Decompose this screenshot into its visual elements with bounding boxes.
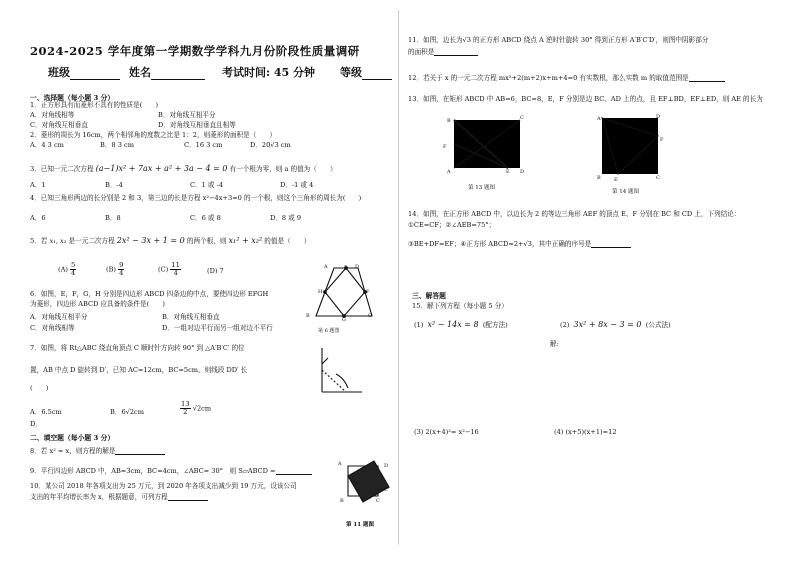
q3-equation: (a−1)x² + 7ax + a² + 3a − 4 = 0 bbox=[95, 164, 228, 173]
question-11-line2 bbox=[408, 47, 478, 56]
q3-option-b[interactable]: B．-4 bbox=[105, 181, 123, 189]
q7-option-a[interactable]: A．6.5cm bbox=[30, 408, 62, 416]
fig6-label-g: G bbox=[342, 317, 346, 323]
q6-option-a[interactable]: A．对角线互相平分 bbox=[30, 313, 88, 321]
q3-option-c[interactable]: C．1 或 -4 bbox=[190, 181, 224, 189]
question-15: 15．解下列方程（每小题 5 分） bbox=[412, 302, 508, 310]
fig14-caption: 第 14 题图 bbox=[612, 189, 639, 195]
q15-1-method: (配方法) bbox=[482, 321, 508, 329]
fig13-label-a: A bbox=[447, 169, 451, 175]
question-7-line2: 置，AB 中点 D 旋转到 D′，已知 AC=12cm，BC=5cm，则线段 DD′ 长 bbox=[30, 366, 248, 374]
fig6-label-f: F bbox=[366, 289, 370, 295]
fig13-label-e: E bbox=[506, 169, 510, 175]
class-label: 班级 bbox=[48, 66, 70, 79]
section-answer-heading: 三、解答题 bbox=[412, 292, 446, 300]
question-14-line2: ①CE=CF；②∠AEB=75°； bbox=[408, 221, 496, 229]
fig6-label-d: D bbox=[355, 264, 360, 270]
question-1: 1．正方形具有而菱形不具有的性质是( ) bbox=[30, 101, 159, 109]
q5-vars: x₁, x₂ bbox=[49, 237, 67, 245]
fig13-label-b: B bbox=[447, 118, 451, 124]
question-13: 13．如图，在矩形 ABCD 中 AB=6，BC=8，E，F 分别是边 BC、AD 上的点，且 EF⊥BD，EF⊥ED，则 AE 的长为 bbox=[408, 95, 763, 103]
question-10-line1: 10．某公司 2018 年各项支出为 25 万元，到 2020 年各项支出减少到 19 万元，设该公司 bbox=[30, 482, 297, 490]
fig6-label-c: C bbox=[368, 313, 372, 319]
fig6-label-h: H bbox=[318, 289, 323, 295]
q5a-label: (A) bbox=[58, 265, 68, 274]
solution-label: 解: bbox=[550, 340, 559, 348]
fig6-label-a: A bbox=[324, 264, 328, 270]
q3-option-a[interactable]: A．1 bbox=[30, 181, 46, 189]
fig13-label-f: F bbox=[443, 144, 447, 150]
q1-option-c[interactable]: C．对角线互相垂直 bbox=[30, 121, 88, 129]
figure-7-rotation bbox=[310, 344, 370, 400]
q5-option-c[interactable] bbox=[158, 262, 181, 277]
name-field[interactable] bbox=[129, 64, 205, 80]
q2-option-b[interactable]: B．8 3 cm bbox=[100, 141, 134, 149]
question-7-line1: 7．如图，将 Rt△ABC 绕直角顶点 C 顺时针方向转 90° 到 △A′B′C′ 的位 bbox=[30, 344, 245, 352]
q15-part4: (4) (x+5)(x+1)=12 bbox=[554, 428, 617, 436]
q15-2-label: (2) bbox=[560, 321, 570, 329]
q4-option-a[interactable]: A．6 bbox=[30, 214, 46, 222]
q5b-fraction: $\frac{9}{4}$ bbox=[119, 261, 124, 277]
column-divider bbox=[398, 10, 399, 545]
q4-option-b[interactable]: B．8 bbox=[105, 214, 121, 222]
question-6-line1: 6．如图，E，F，G，H 分别是四边形 ABCD 四条边的中点，要使四边形 EFGH bbox=[30, 290, 269, 298]
q15-2-equation: 3x² + 8x − 3 = 0 bbox=[573, 320, 642, 329]
fig11-caption: 第 11 题图 bbox=[346, 522, 374, 528]
q2-option-a[interactable]: A．4 3 cm bbox=[30, 141, 64, 149]
q10-answer-blank[interactable] bbox=[168, 492, 208, 501]
q8-text: 8．若 x² = x，则方程的解是 bbox=[30, 447, 116, 455]
q6-option-c[interactable]: C．对角线相等 bbox=[30, 324, 75, 332]
q8-answer-blank[interactable] bbox=[115, 446, 165, 455]
q1-option-d[interactable]: D．对角线互相垂直且相等 bbox=[158, 121, 236, 129]
q12-text: 12．若关于 x 的一元二次方程 mx²+2(m+2)x+m+4=0 有实数根，那么实数 m 的取值范围是 bbox=[408, 74, 689, 82]
fig14-label-c: C bbox=[656, 175, 660, 181]
q14-text: ③BE+DF=EF；④正方形 ABCD=2+√3，其中正确的序号是 bbox=[408, 240, 592, 248]
question-5 bbox=[30, 237, 310, 245]
q3-text-end: 有一个根为零，则 a 的值为（ ） bbox=[229, 165, 337, 173]
q6-option-b[interactable]: B．对角线互相垂直 bbox=[162, 313, 220, 321]
question-9 bbox=[30, 466, 312, 475]
question-4: 4．已知三角形两边的长分别是 2 和 3，第三边的长是方程 x²−4x+3=0 的一个根，则这个三角形的周长为( ) bbox=[30, 194, 362, 202]
fig11-label-d: D bbox=[384, 463, 389, 469]
q7-option-c[interactable] bbox=[180, 401, 211, 416]
q5-equation: 2x² − 3x + 1 = 0 bbox=[116, 236, 185, 245]
q5-text: 5．若 bbox=[30, 237, 48, 245]
question-12 bbox=[408, 73, 725, 82]
question-14-line3 bbox=[408, 239, 631, 248]
fig14-label-a: A bbox=[597, 116, 601, 122]
q5-option-a[interactable] bbox=[58, 262, 76, 277]
fig11-label-c-prime: C' bbox=[384, 487, 390, 493]
fig11-label-b: B bbox=[340, 498, 344, 504]
question-3 bbox=[30, 165, 337, 173]
question-11-line1: 11．如图，边长为√3 的正方形 ABCD 绕点 A 逆时针旋转 30° 得到正方形 A′B′C′D′，则图中阴影部分 bbox=[408, 36, 709, 44]
q7c-fraction: $\frac{13}{2}$ bbox=[181, 400, 190, 416]
q9-text: 9．平行四边形 ABCD 中，AB=3cm，BC=4cm，∠ABC= 30° 则 S▱ABCD = bbox=[30, 467, 276, 475]
question-7-line3: ( ) bbox=[30, 384, 49, 392]
q3-option-d[interactable]: D．-1 或 4 bbox=[280, 181, 314, 189]
q2-option-d[interactable]: D．20√3 cm bbox=[250, 141, 291, 149]
q5-expression: x₁² + x₂² bbox=[228, 236, 263, 245]
fig13-label-d: D bbox=[520, 169, 525, 175]
question-14-line1: 14．如图，在正方形 ABCD 中，以边长为 2 的等边三角形 AEF 的顶点 E、F 分别在 BC 和 CD 上，下列结论： bbox=[408, 210, 741, 218]
question-2: 2．菱形的周长为 16cm，两个相邻角的度数之比是 1：2，则菱形的面积是（ ） bbox=[30, 131, 277, 139]
grade-label: 等级 bbox=[340, 66, 362, 79]
q6-option-d[interactable]: D．一组对边平行而另一组对边不平行 bbox=[162, 324, 273, 332]
q15-1-equation: x² − 14x = 8 bbox=[427, 320, 479, 329]
fig14-label-f: F bbox=[660, 137, 664, 143]
question-10-line2 bbox=[30, 492, 208, 501]
section-choice-heading: 一、选择题（每小题 3 分） bbox=[30, 94, 115, 102]
q5b-label: (B) bbox=[106, 265, 116, 274]
fig14-label-e: E bbox=[614, 177, 618, 183]
q15-part1 bbox=[414, 321, 508, 329]
q15-part2 bbox=[560, 321, 671, 329]
q7-option-b[interactable]: B．6√2cm bbox=[110, 408, 144, 416]
q10-text: 支出的年平均增长率为 x，根据题意，可列方程 bbox=[30, 493, 168, 501]
q15-2-method: (公式法) bbox=[645, 321, 671, 329]
fig13-label-c: C bbox=[520, 115, 524, 121]
figure-13-rectangle bbox=[448, 114, 528, 176]
q5-text-mid: 是一元二次方程 bbox=[68, 237, 115, 245]
question-8 bbox=[30, 446, 165, 455]
fig6-caption: 第 6 题图 bbox=[318, 328, 340, 334]
q5c-fraction: $\frac{11}{4}$ bbox=[171, 261, 180, 277]
q5-text-end: 的值是（ ） bbox=[264, 237, 311, 245]
figure-14-square-triangle bbox=[596, 112, 666, 178]
q11-answer-blank[interactable] bbox=[434, 47, 478, 56]
q2-option-c[interactable]: C．16 3 cm bbox=[184, 141, 223, 149]
q14-answer-blank[interactable] bbox=[591, 239, 631, 248]
fig14-label-d: D bbox=[656, 114, 661, 120]
q4-option-d[interactable]: D．8 或 9 bbox=[270, 214, 302, 222]
q9-answer-blank[interactable] bbox=[276, 466, 312, 475]
q7c-suffix: √2cm bbox=[192, 404, 212, 413]
q3-text: 3．已知一元二次方程 bbox=[30, 165, 94, 173]
fig11-label-a: A bbox=[338, 461, 342, 467]
exam-title: 2024-2025 学年度第一学期数学学科九月份阶段性质量调研 bbox=[30, 44, 360, 58]
fig14-label-b: B bbox=[597, 175, 601, 181]
grade-field[interactable] bbox=[340, 64, 392, 80]
class-field[interactable] bbox=[48, 64, 120, 80]
q5-option-b[interactable] bbox=[106, 262, 124, 277]
q5c-label: (C) bbox=[158, 265, 169, 274]
q5-option-d[interactable] bbox=[207, 267, 224, 275]
q15-1-label: (1) bbox=[414, 321, 424, 329]
q5-text-post: 的两个根，则 bbox=[186, 237, 227, 245]
q11-text: 的面积是 bbox=[408, 48, 435, 56]
q5a-fraction: $\frac{5}{4}$ bbox=[71, 261, 76, 277]
fig13-caption: 第 13 题图 bbox=[468, 185, 495, 191]
question-6-line2: 为菱形，四边形 ABCD 应具备的条件是( ) bbox=[30, 300, 165, 308]
fig6-label-e: E bbox=[344, 265, 348, 271]
q1-option-b[interactable]: B．对角线互相平分 bbox=[158, 111, 216, 119]
q5d-label: (D) bbox=[207, 267, 218, 275]
q5d-value: 7 bbox=[219, 267, 224, 275]
q7-option-d-label[interactable]: D． bbox=[30, 420, 42, 428]
q1-option-a[interactable]: A．对角线相等 bbox=[30, 111, 75, 119]
q15-part3: (3) 2(x+4)²= x²−16 bbox=[414, 428, 479, 436]
exam-time: 考试时间: 45 分钟 bbox=[222, 66, 316, 79]
q4-option-c[interactable]: C．6 或 8 bbox=[190, 214, 221, 222]
fig11-label-c: C bbox=[376, 498, 380, 504]
name-label: 姓名 bbox=[129, 66, 151, 79]
section-fill-heading: 二、填空题（每小题 3 分） bbox=[30, 434, 115, 442]
q12-answer-blank[interactable] bbox=[689, 73, 725, 82]
fig6-label-b: B bbox=[306, 313, 310, 319]
